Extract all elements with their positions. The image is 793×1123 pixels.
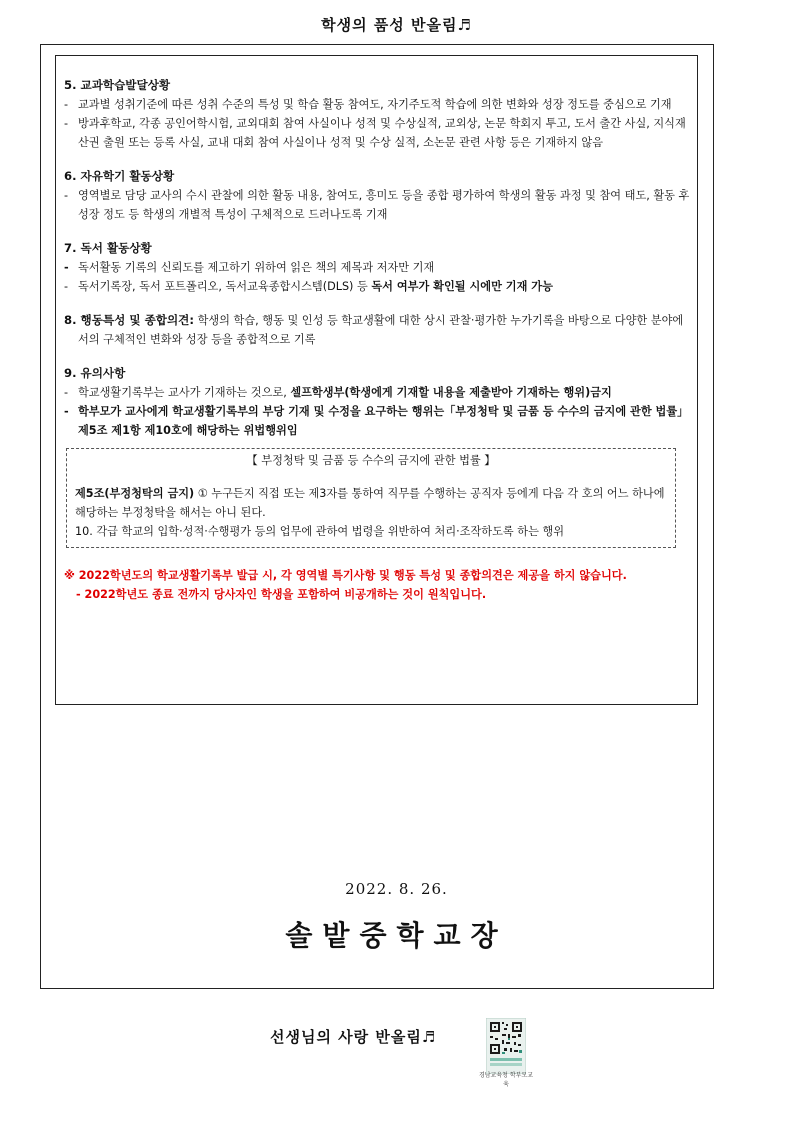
- item-text: 교과별 성취기준에 따른 성취 수준의 특성 및 학습 활동 참여도, 자기주도적 학습에 의한 변화와 성장 정도를 중심으로 기재: [78, 98, 672, 111]
- item-text: 영역별로 담당 교사의 수시 관찰에 의한 활동 내용, 참여도, 흥미도 등을 종합 평가하여 학생의 활동 과정 및 참여 태도, 활동 후 성장 정도 등 학생의 개별적 특성이 구체적으로 드러나도록 기재: [78, 189, 690, 221]
- dash-bullet: -: [64, 386, 69, 399]
- section-title: 6. 자유학기 활동상황: [64, 169, 175, 183]
- law-article: [75, 484, 667, 522]
- section-8-text: 학생의 학습, 행동 및 인성 등 학교생활에 대한 상시 관찰·평가한 누가기록을 바탕으로 다양한 분야에서의 구체적인 변화와 성장 등을 종합적으로 기록: [78, 314, 684, 346]
- law-article-text: ① 누구든지 직접 또는 제3자를 통하여 직무를 수행하는 공직자 등에게 다음 각 호의 어느 하나에 해당하는 부정청탁을 해서는 아니 된다.: [75, 487, 665, 519]
- list-item: [64, 114, 690, 152]
- law-article-title: 제5조(부정청탁의 금지): [75, 487, 195, 500]
- footer-slogan: 선생님의 사랑 반올림♬: [270, 1028, 437, 1046]
- section-title: 8. 행동특성 및 종합의견:: [64, 313, 195, 327]
- item-text: 독서활동 기록의 신뢰도를 제고하기 위하여 읽은 책의 제목과 저자만 기재: [78, 261, 435, 274]
- item-text: 학교생활기록부는 교사가 기재하는 것으로,: [78, 386, 291, 399]
- item-emphasis: 독서 여부가 확인될 시에만 기재 가능: [371, 280, 553, 293]
- dash-bullet: -: [64, 405, 69, 418]
- law-clause: 10. 각급 학교의 입학·성적·수행평가 등의 업무에 관하여 법령을 위반하여 처리·조작하도록 하는 행위: [75, 525, 565, 538]
- section-7: [64, 239, 690, 296]
- list-item: [64, 95, 690, 114]
- section-9: [64, 364, 690, 548]
- section-title: 7. 독서 활동상황: [64, 241, 152, 255]
- section-title: 5. 교과학습발달상황: [64, 78, 171, 92]
- law-heading: 【 부정청탁 및 금품 등 수수의 금지에 관한 법률 】: [246, 454, 496, 467]
- item-text: 독서기록장, 독서 포트폴리오, 독서교육종합시스템(DLS) 등: [78, 280, 372, 293]
- section-title: 9. 유의사항: [64, 366, 126, 380]
- dash-bullet: -: [64, 98, 69, 111]
- law-excerpt-box: [66, 448, 676, 548]
- notice-line: - 2022학년도 종료 전까지 당사자인 학생을 포함하여 비공개하는 것이 원칙입니다.: [76, 588, 487, 601]
- notice-block: [64, 566, 690, 604]
- section-6: [64, 167, 690, 224]
- item-emphasis: 셀프학생부(학생에게 기재할 내용을 제출받아 기재하는 행위)금지: [290, 386, 612, 399]
- section-8: [64, 311, 690, 349]
- section-5: [64, 76, 690, 152]
- item-emphasis: 학부모가 교사에게 학교생활기록부의 부당 기재 및 수정을 요구하는 행위는「부정청탁 및 금품 등 수수의 금지에 관한 법률」제5조 제1항 제10호에 해당하는 위법행위임: [78, 405, 689, 437]
- document-date: 2022. 8. 26.: [345, 880, 448, 898]
- list-item: [64, 186, 690, 224]
- list-item: [64, 383, 690, 402]
- dash-bullet: -: [64, 189, 69, 202]
- list-item: [64, 258, 690, 277]
- item-text: 방과후학교, 각종 공인어학시험, 교외대회 참여 사실이나 성적 및 수상실적, 교외상, 논문 학회지 투고, 도서 출간 사실, 지식재산권 출원 또는 등록 사실, 교내 대회 참여 사실이나 성적 및 수상 실적, 소논문 관련 사항 등은 기재하지 않음: [78, 117, 686, 149]
- dash-bullet: -: [64, 261, 69, 274]
- list-item: [64, 277, 690, 296]
- section-8-paragraph: [64, 311, 690, 349]
- qr-caption: 경남교육청 학부모교육: [478, 1072, 534, 1088]
- qr-code-icon[interactable]: [486, 1018, 526, 1074]
- page-header-title: 학생의 품성 반올림♬: [321, 16, 472, 34]
- notice-line: ※ 2022학년도의 학교생활기록부 발급 시, 각 영역별 특기사항 및 행동 특성 및 종합의견은 제공을 하지 않습니다.: [64, 569, 627, 582]
- list-item: [64, 402, 690, 440]
- school-principal-signature: 솔밭중학교장: [285, 919, 508, 952]
- dash-bullet: -: [64, 117, 69, 130]
- dash-bullet: -: [64, 280, 69, 293]
- main-content: [64, 76, 690, 604]
